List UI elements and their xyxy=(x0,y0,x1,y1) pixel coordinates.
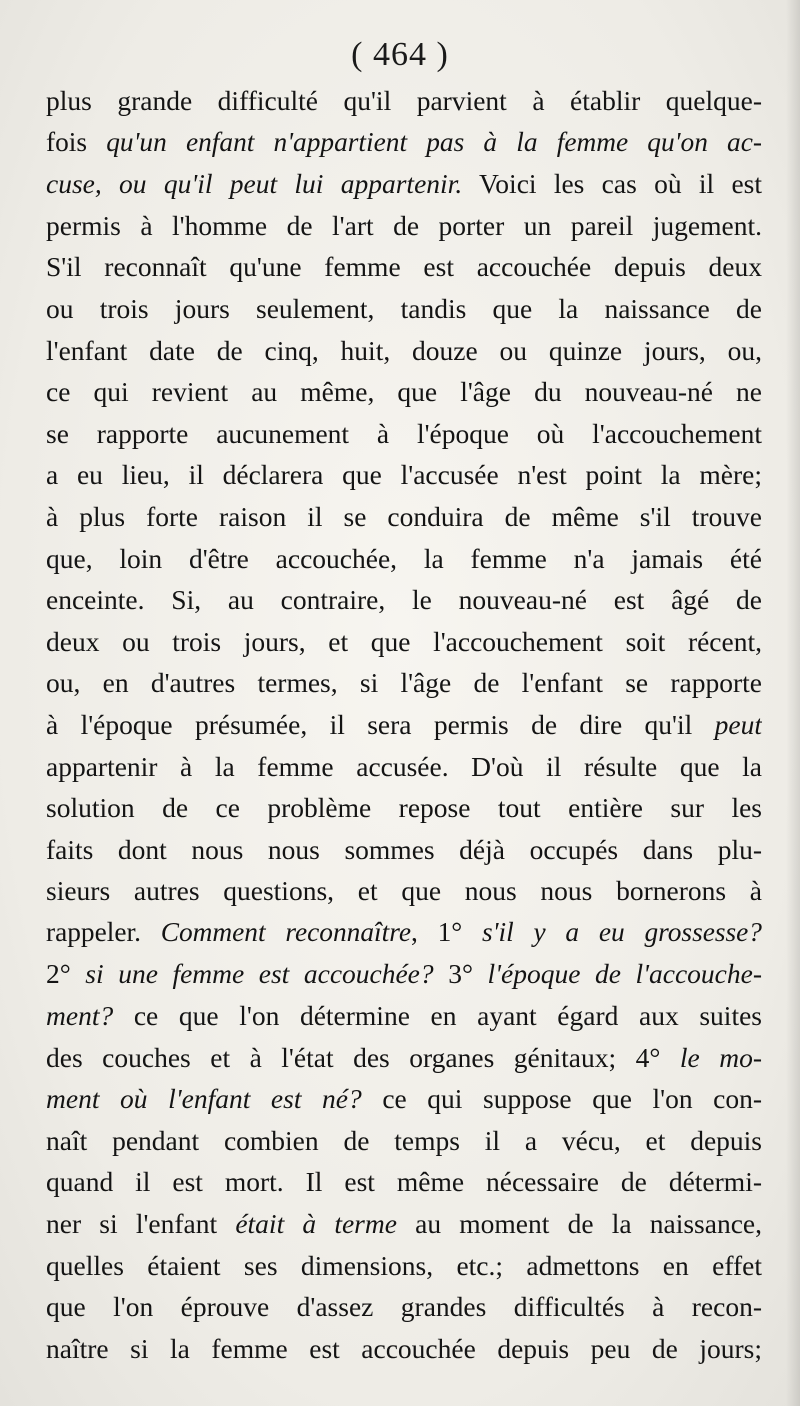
text-segment: naître si la femme est accouchée depuis peu de jours; xyxy=(46,1332,762,1364)
text-segment: a eu lieu, il déclarera que l'accusée n'est point la mère; xyxy=(46,459,762,491)
text-line xyxy=(46,1245,762,1287)
text-segment: à l'époque présumée, il sera permis de dire qu'il xyxy=(46,708,715,740)
italic-text: l'époque de l'accouche- xyxy=(487,958,762,990)
italic-text: le mo- xyxy=(679,1041,762,1073)
italic-text: s'il y a eu grossesse? xyxy=(482,916,762,947)
text-segment: ce que l'on détermine en ayant égard aux suites xyxy=(113,1000,762,1032)
text-line xyxy=(46,662,762,704)
text-line xyxy=(46,496,762,538)
page-number: ( 464 ) xyxy=(351,36,449,73)
text-segment: à plus forte raison il se conduira de même s'il trouve xyxy=(46,500,762,532)
text-line xyxy=(46,621,762,663)
text-line xyxy=(46,579,762,621)
text-segment: Voici les cas où il est xyxy=(462,168,762,200)
text-line xyxy=(46,1203,762,1245)
text-segment: 3° xyxy=(433,958,488,990)
text-segment: plus grande difficulté qu'il parvient à établir quelque- xyxy=(46,85,762,116)
text-line xyxy=(46,829,762,871)
text-segment: ou, en d'autres termes, si l'âge de l'enfant se rapporte xyxy=(46,667,762,699)
text-segment: ner si l'enfant xyxy=(46,1208,236,1240)
text-segment: rappeler. xyxy=(46,916,161,947)
text-line xyxy=(46,413,762,455)
text-segment: enceinte. Si, au contraire, le nouveau-né est âgé de xyxy=(46,584,762,616)
text-line xyxy=(46,538,762,580)
text-line xyxy=(46,1037,762,1079)
text-segment: deux ou trois jours, et que l'accouchement soit récent, xyxy=(46,625,762,657)
text-segment: quelles étaient ses dimensions, etc.; admettons en effet xyxy=(46,1249,762,1281)
body-text xyxy=(46,80,762,1369)
text-line xyxy=(46,870,762,912)
italic-text: Comment reconnaître xyxy=(160,916,411,947)
text-line xyxy=(46,1120,762,1162)
text-segment: que l'on éprouve d'assez grandes difficultés à recon- xyxy=(46,1291,762,1323)
text-segment: ou trois jours seulement, tandis que la naissance de xyxy=(46,292,762,324)
text-line xyxy=(46,1328,762,1370)
text-segment: sieurs autres questions, et que nous nous bornerons à xyxy=(46,875,762,907)
text-line xyxy=(46,122,762,164)
text-line xyxy=(46,746,762,788)
page-edge-shadow xyxy=(786,0,800,1406)
text-segment: au moment de la naissance, xyxy=(396,1208,762,1240)
text-line xyxy=(46,912,762,954)
text-line xyxy=(46,246,762,288)
text-segment: appartenir à la femme accusée. D'où il résulte que la xyxy=(46,750,762,782)
text-line xyxy=(46,953,762,995)
text-segment: l'enfant date de cinq, huit, douze ou quinze jours, ou, xyxy=(46,334,762,366)
text-segment: solution de ce problème repose tout entière sur les xyxy=(46,792,762,824)
text-segment: des couches et à l'état des organes génitaux; 4° xyxy=(46,1041,680,1073)
text-segment: , 1° xyxy=(410,916,482,947)
text-line xyxy=(46,80,762,122)
text-line xyxy=(46,330,762,372)
text-line xyxy=(46,371,762,413)
text-segment: quand il est mort. Il est même nécessaire de détermi- xyxy=(46,1166,762,1198)
text-segment: se rapporte aucunement à l'époque où l'accouchement xyxy=(46,417,762,449)
text-segment: S'il reconnaît qu'une femme est accouchée depuis deux xyxy=(46,251,762,283)
text-line xyxy=(46,995,762,1037)
text-segment: faits dont nous nous sommes déjà occupés dans plu- xyxy=(46,833,762,865)
text-segment: naît pendant combien de temps il a vécu, et depuis xyxy=(46,1124,762,1156)
text-segment: 2° xyxy=(46,958,86,990)
italic-text: était à terme xyxy=(235,1208,397,1240)
text-line xyxy=(46,704,762,746)
text-line xyxy=(46,1078,762,1120)
text-segment: ce qui suppose que l'on con- xyxy=(361,1083,762,1115)
text-line xyxy=(46,1161,762,1203)
italic-text: si une femme est accouchée? xyxy=(85,958,434,990)
italic-text: qu'un enfant n'appartient pas à la femme qu'on ac- xyxy=(106,126,762,157)
text-line xyxy=(46,1286,762,1328)
italic-text: ment où l'enfant est né? xyxy=(46,1083,362,1115)
text-line xyxy=(46,163,762,205)
italic-text: cuse, ou qu'il peut lui appartenir. xyxy=(46,168,463,200)
text-segment: que, loin d'être accouchée, la femme n'a jamais été xyxy=(46,542,762,574)
text-segment: ce qui revient au même, que l'âge du nouveau-né ne xyxy=(46,376,762,408)
italic-text: peut xyxy=(714,708,762,740)
text-segment: fois xyxy=(46,126,107,157)
text-segment: permis à l'homme de l'art de porter un pareil jugement. xyxy=(46,209,762,241)
italic-text: ment? xyxy=(46,1000,114,1032)
text-line xyxy=(46,454,762,496)
text-line xyxy=(46,787,762,829)
text-line xyxy=(46,205,762,247)
text-line xyxy=(46,288,762,330)
